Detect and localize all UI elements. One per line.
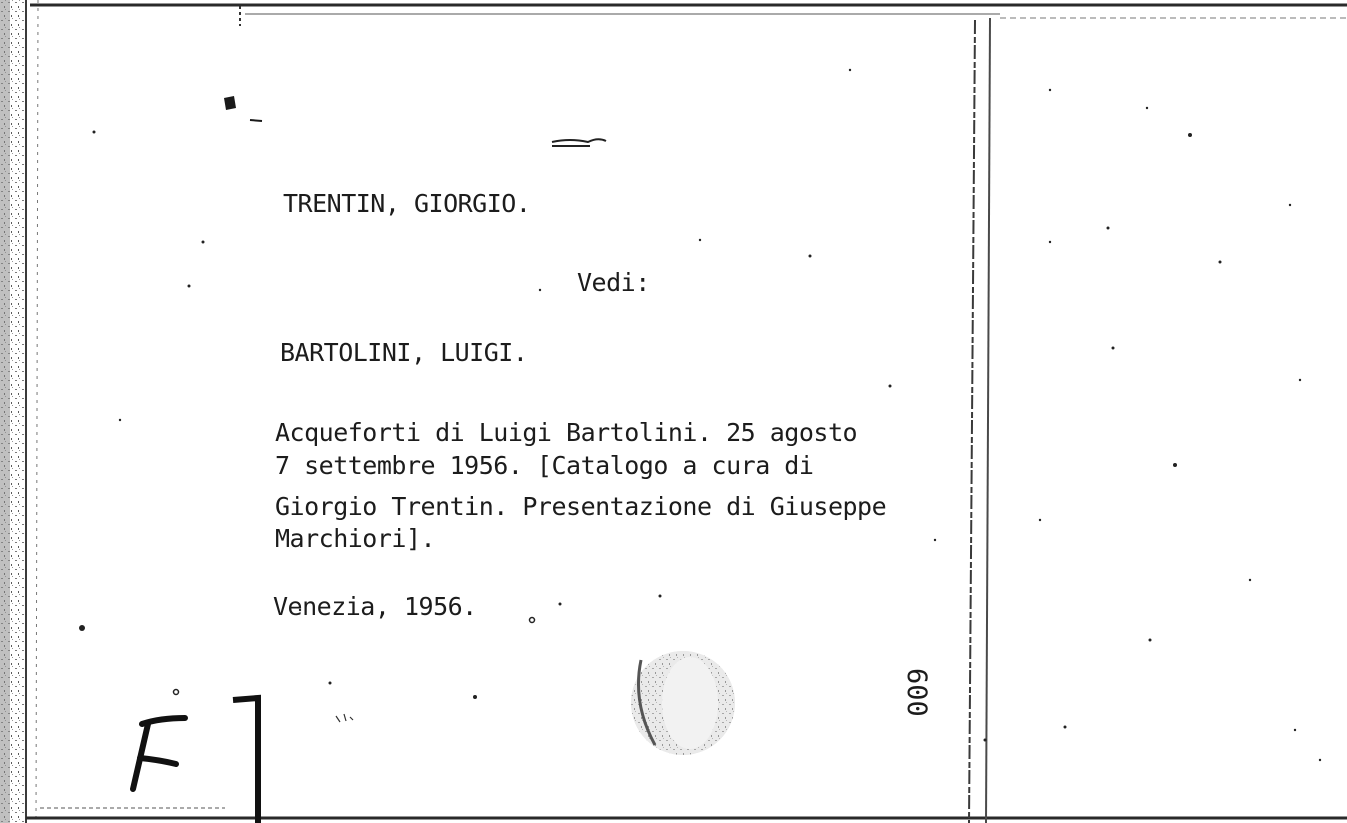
description-line: 7 settembre 1956. [Catalogo a cura di xyxy=(275,451,814,480)
handwritten-letter-f xyxy=(133,718,185,789)
card-heading: TRENTIN, GIORGIO. xyxy=(283,189,531,218)
author-name: BARTOLINI, LUIGI. xyxy=(280,338,528,367)
punch-hole-smudge xyxy=(631,651,735,755)
imprint-line: Venezia, 1956. xyxy=(273,592,477,621)
description-line: Acqueforti di Luigi Bartolini. 25 agosto xyxy=(275,418,858,447)
description-block xyxy=(275,418,975,553)
bracket-mark xyxy=(233,698,258,823)
description-line: Marchiori]. xyxy=(275,524,436,553)
accession-number-stamp: 600 xyxy=(901,668,932,717)
description-line: Giorgio Trentin. Presentazione di Giuseppe xyxy=(275,492,887,521)
see-label: Vedi: xyxy=(577,268,650,297)
